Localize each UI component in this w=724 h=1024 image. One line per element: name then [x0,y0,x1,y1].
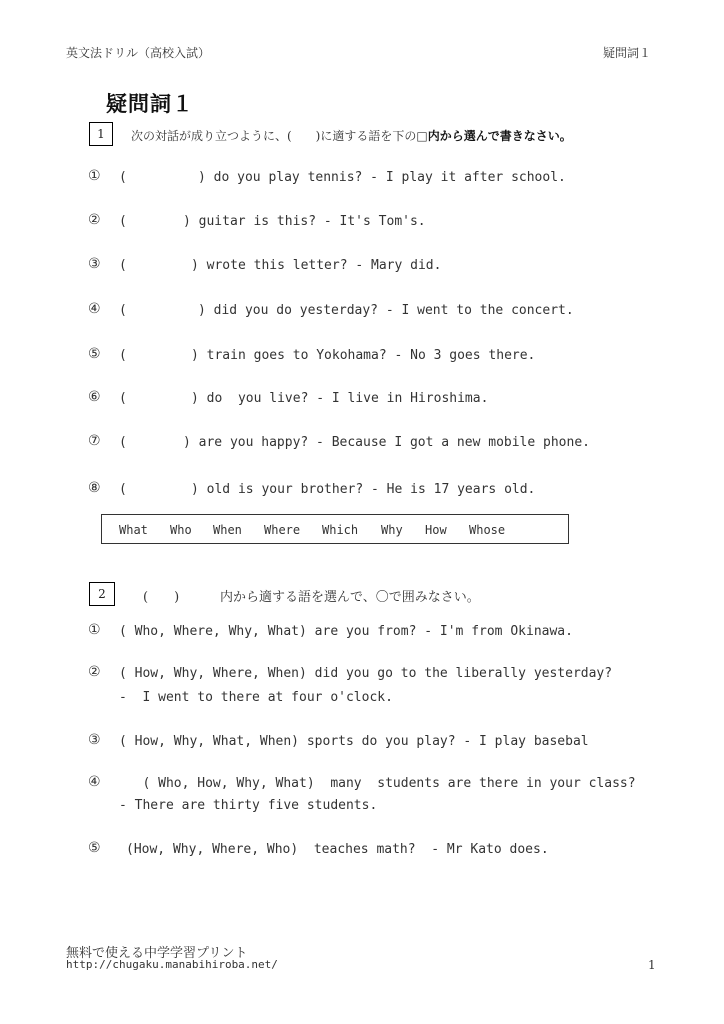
item-mark: ⑤ [88,346,101,362]
item-mark: ④ [88,774,101,790]
item-paren: ( [119,348,127,363]
item-mark: ② [88,664,101,680]
page-title: 疑問詞１ [106,92,194,116]
item-line: ( How, Why, Where, When) did you go to the liberally yesterday? [119,666,613,681]
header-left: 英文法ドリル（高校入試） [66,46,211,60]
item-mark: ② [88,212,101,228]
item-paren: ( [119,391,127,406]
item-mark: ① [88,168,101,184]
section-2-paren: ( ) [143,590,180,605]
item-text: ) did you do yesterday? - I went to the concert. [198,303,574,318]
instruction-bold: 内から選んで書きなさい。 [427,129,572,143]
item-paren: ( [119,303,127,318]
instruction-text: 次の対話が成り立つように、( )に適する語を下の□ [131,129,428,143]
item-mark: ③ [88,732,101,748]
item-paren: ( [119,258,127,273]
item-mark: ⑧ [88,480,101,496]
header-right: 疑問詞１ [603,46,652,60]
choice-word: What [119,523,148,537]
item-text: ) old is your brother? - He is 17 years old. [191,482,536,497]
section-2-number: 2 [89,582,115,606]
item-line: (How, Why, Where, Who) teaches math? - Mr Kato does. [126,842,549,857]
choice-word: Who [170,523,192,537]
footer-url: http://chugaku.manabihiroba.net/ [66,958,278,971]
choice-word: How [425,523,447,537]
choice-word: When [213,523,242,537]
item-mark: ③ [88,256,101,272]
choice-word: Whose [469,523,506,537]
word-choice-box [101,514,569,544]
item-text: ) guitar is this? - It's Tom's. [183,214,426,229]
item-text: ) are you happy? - Because I got a new mobile phone. [183,435,590,450]
choice-word: Which [322,523,359,537]
footer-title: 無料で使える中学学習プリント [66,946,248,961]
item-line: ( How, Why, What, When) sports do you play? - I play basebal [119,734,589,749]
item-text: ) do you play tennis? - I play it after school. [198,170,566,185]
item-answer: - I went to there at four o'clock. [119,690,393,705]
item-text: ) wrote this letter? - Mary did. [191,258,442,273]
item-text: ) do you live? - I live in Hiroshima. [191,391,489,406]
choice-word: Where [264,523,301,537]
item-text: ) train goes to Yokohama? - No 3 goes there. [191,348,536,363]
item-line: ( Who, How, Why, What) many students are there in your class? [119,776,636,791]
item-paren: ( [119,170,127,185]
item-line: ( Who, Where, Why, What) are you from? - I'm from Okinawa. [119,624,573,639]
item-paren: ( [119,435,127,450]
item-mark: ⑥ [88,389,101,405]
item-paren: ( [119,214,127,229]
section-1-number: 1 [89,122,113,146]
item-mark: ⑦ [88,433,101,449]
item-mark: ① [88,622,101,638]
choice-word: Why [381,523,403,537]
section-2-instruction: 内から適する語を選んで、〇で囲みなさい。 [220,590,480,605]
item-answer: - There are thirty five students. [119,798,378,813]
item-mark: ④ [88,301,101,317]
page-number: 1 [648,958,656,972]
item-mark: ⑤ [88,840,101,856]
item-paren: ( [119,482,127,497]
section-1-instruction [131,127,572,144]
